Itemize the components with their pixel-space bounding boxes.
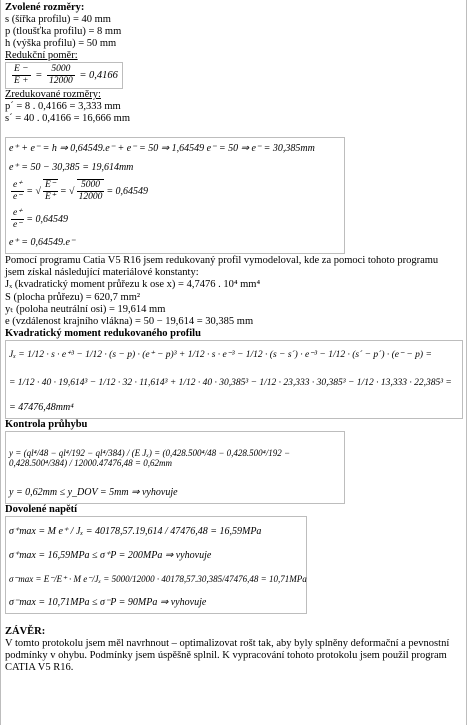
kvadraticky-heading: Kvadratický moment redukovaného profilu [5, 327, 201, 339]
reduced-p: p´ = 8 . 0,4166 = 3,333 mm [5, 101, 121, 113]
reduction-val-num: 5000 [47, 64, 75, 76]
dimension-p: p (tloušťka profilu) = 8 mm [5, 26, 122, 38]
dimension-s: s (šířka profilu) = 40 mm [5, 14, 111, 26]
catia-yt: yₜ (poloha neutrální osi) = 19,614 mm [5, 303, 166, 315]
catia-jx: Jₓ (kvadratický moment průřezu k ose x) = 4,7476 . 10⁴ mm⁴ [5, 279, 261, 291]
kontrola-block [5, 431, 345, 504]
napeti-heading: Dovolené napětí [5, 503, 78, 515]
catia-s: S (plocha průřezu) = 620,7 mm² [5, 291, 141, 303]
reduction-heading: Redukční poměr: [5, 50, 78, 62]
kontrola-row-1: y = (ql⁴/48 − ql⁴/192 − ql⁴/384) / (E Jₓ) = (0,428.500⁴/48 − 0,428.500⁴/192 − 0,428.500⁴/384) / 12000.47476,48 = 0,62mm [9, 447, 291, 468]
kvadraticky-row-3: = 47476,48mm⁴ [9, 401, 74, 413]
reduction-den: E + [14, 76, 29, 87]
napeti-row-4: σ⁻max = 10,71MPa ≤ σ⁻P = 90MPa ⇒ vyhovuje [9, 596, 207, 608]
equation-block-e [5, 137, 345, 254]
equation-row-5: e⁺ = 0,64549.e⁻ [9, 237, 76, 249]
reduction-formula: $\frac{E -}{E +}$ = $\frac{5000}{12000}$ = 0,4166 [5, 62, 123, 89]
napeti-row-1: σ⁺max = M e⁺ / Jₓ = 40178,57.19,614 / 47476,48 = 16,59MPa [9, 526, 262, 538]
napeti-row-2: σ⁺max = 16,59MPa ≤ σ⁺P = 200MPa ⇒ vyhovuje [9, 549, 212, 561]
kontrola-row-2: y = 0,62mm ≤ y_DOV = 5mm ⇒ vyhovuje [9, 486, 178, 498]
catia-e: e (vzdálenost krajního vlákna) = 50 − 19,614 = 30,385 mm [5, 315, 254, 327]
kvadraticky-row-1: Jₓ = 1/12 · s · e⁺³ − 1/12 · (s − p) · (e⁺ − p)³ + 1/12 · s · e⁻³ − 1/12 · (s − s´) · e⁻³ − 1/12 · (s´ − p´) · (e⁻ − p) = [9, 350, 432, 361]
reduction-result: = 0,4166 [79, 70, 118, 82]
reduced-s: s´ = 40 . 0,4166 = 16,666 mm [5, 113, 131, 125]
napeti-block [5, 516, 307, 614]
reduced-heading: Zredukované rozměry: [5, 89, 101, 101]
equation-row-1: e⁺ + e⁻ = h ⇒ 0,64549.e⁻ + e⁻ = 50 ⇒ 1,64549 e⁻ = 50 ⇒ e⁻ = 30,385mm [9, 143, 315, 155]
equation-row-4: $\frac{e^+}{e^-}$ = 0,64549 [13, 207, 68, 230]
reduction-num: E − [14, 64, 29, 75]
kvadraticky-block [5, 340, 463, 419]
zaver-paragraph: V tomto protokolu jsem měl navrhnout – optimalizovat rošt tak, aby byly splněny deformační a pevnostní podmínky v ohybu. Podmínky jsem úspěšně splnil. K vypracování tohoto protokolu jsem použil program CATIA V5 R16. [5, 637, 450, 674]
section-heading-zvolene: Zvolené rozměry: [5, 2, 85, 13]
dimension-h: h (výška profilu) = 50 mm [5, 38, 117, 50]
catia-paragraph: Pomocí programu Catia V5 R16 jsem redukovaný profil vymodeloval, kde za pomoci tohoto programu jsem získal následující materiálové konstanty: [5, 255, 439, 279]
kvadraticky-row-2: = 1/12 · 40 · 19,614³ − 1/12 · 32 · 11,614³ + 1/12 · 40 · 30,385³ − 1/12 · 23,333 · 30,385³ − 1/12 · 13,333 · 22,385³ = [9, 378, 452, 389]
reduction-val-den: 12000 [48, 76, 73, 87]
kontrola-heading: Kontrola průhybu [5, 418, 88, 430]
equation-row-2: e⁺ = 50 − 30,385 = 19,614mm [9, 162, 134, 174]
napeti-row-3: σ⁻max = E⁻/E⁺ · M e⁻/Jₓ = 5000/12000 · 40178,57.30,385/47476,48 = 10,71MPa [9, 573, 307, 584]
equation-row-3: $\frac{e^+}{e^-}$ = √ $\frac{E^-}{E^+}$ = √ $\frac{5000}{12000}$ = 0,64549 [13, 179, 149, 203]
zaver-heading: ZÁVĚR: [5, 625, 46, 637]
